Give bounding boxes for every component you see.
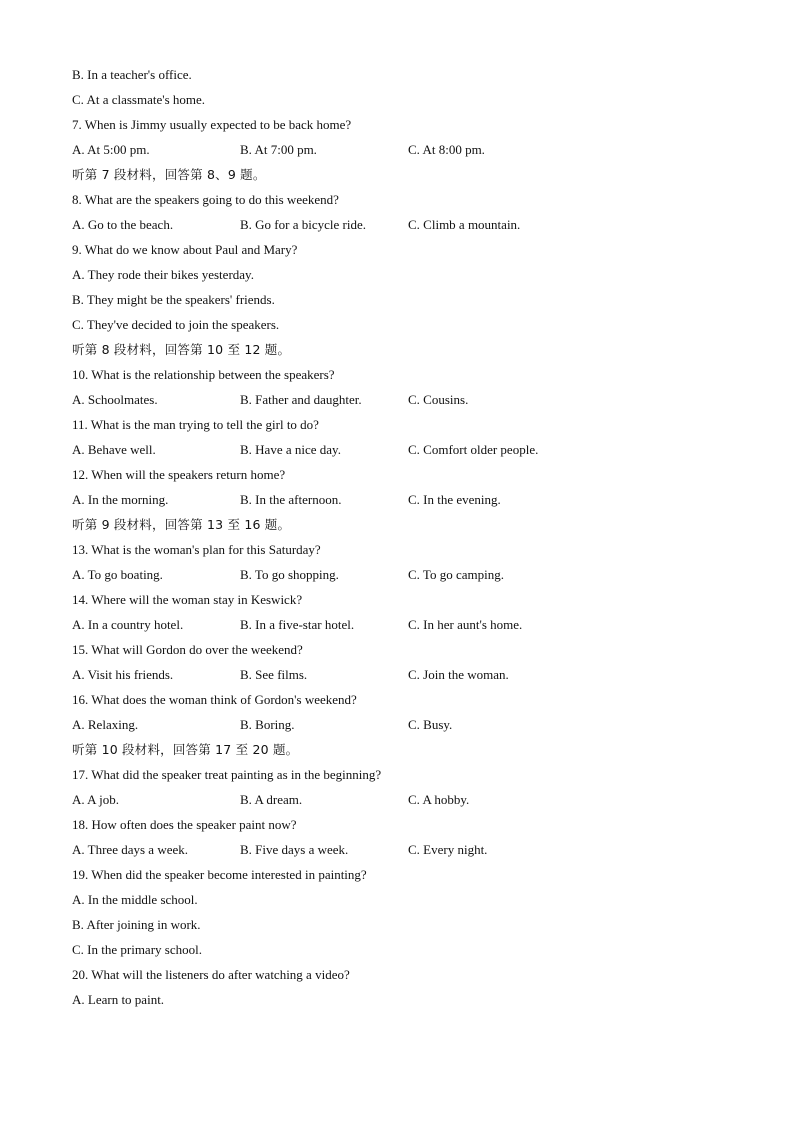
options-row-11 [72, 437, 722, 462]
option-a: A. Schoolmates. [72, 392, 158, 407]
option-c: C. Climb a mountain. [408, 217, 521, 232]
question-13: 13. What is the woman's plan for this Saturday? [72, 542, 321, 557]
option-c: C. Comfort older people. [408, 442, 539, 457]
question-14: 14. Where will the woman stay in Keswick? [72, 592, 303, 607]
options-row-16 [72, 712, 722, 737]
option-c: C. Every night. [408, 842, 488, 857]
option-c: C. In the evening. [408, 492, 501, 507]
option-a: A. Relaxing. [72, 717, 139, 732]
section-heading: 听第 9 段材料，回答第 13 至 16 题。 [72, 517, 291, 532]
answer-option-line: C. At a classmate's home. [72, 92, 206, 107]
option-b: B. In the afternoon. [240, 492, 342, 507]
answer-option-line: C. In the primary school. [72, 942, 202, 957]
options-row-17 [72, 787, 722, 812]
answer-option-line: B. They might be the speakers' friends. [72, 292, 275, 307]
section-heading: 听第 8 段材料，回答第 10 至 12 题。 [72, 342, 291, 357]
options-row-15 [72, 662, 722, 687]
question-16: 16. What does the woman think of Gordon's weekend? [72, 692, 357, 707]
section-heading: 听第 10 段材料，回答第 17 至 20 题。 [72, 742, 299, 757]
question-7: 7. When is Jimmy usually expected to be back home? [72, 117, 352, 132]
option-a: A. A job. [72, 792, 119, 807]
question-19: 19. When did the speaker become interested in painting? [72, 867, 367, 882]
question-15: 15. What will Gordon do over the weekend? [72, 642, 303, 657]
options-row-7 [72, 137, 722, 162]
option-a: A. In the morning. [72, 492, 169, 507]
option-a: A. To go boating. [72, 567, 163, 582]
question-8: 8. What are the speakers going to do this weekend? [72, 192, 339, 207]
options-row-13 [72, 562, 722, 587]
option-a: A. Visit his friends. [72, 667, 174, 682]
question-11: 11. What is the man trying to tell the girl to do? [72, 417, 319, 432]
option-b: B. Father and daughter. [240, 392, 362, 407]
option-a: A. Behave well. [72, 442, 156, 457]
option-c: C. Busy. [408, 717, 453, 732]
option-c: C. Cousins. [408, 392, 469, 407]
option-b: B. To go shopping. [240, 567, 339, 582]
option-b: B. In a five-star hotel. [240, 617, 355, 632]
question-17: 17. What did the speaker treat painting as in the beginning? [72, 767, 382, 782]
question-20: 20. What will the listeners do after watching a video? [72, 967, 350, 982]
answer-option-line: B. After joining in work. [72, 917, 201, 932]
options-row-8 [72, 212, 722, 237]
question-12: 12. When will the speakers return home? [72, 467, 286, 482]
option-c: C. In her aunt's home. [408, 617, 523, 632]
option-b: B. At 7:00 pm. [240, 142, 317, 157]
options-row-18 [72, 837, 722, 862]
option-b: B. Boring. [240, 717, 295, 732]
options-row-12 [72, 487, 722, 512]
option-b: B. Five days a week. [240, 842, 349, 857]
exam-page [72, 62, 722, 1012]
options-row-10 [72, 387, 722, 412]
option-c: C. A hobby. [408, 792, 470, 807]
question-10: 10. What is the relationship between the speakers? [72, 367, 335, 382]
option-a: A. Go to the beach. [72, 217, 174, 232]
answer-option-line: B. In a teacher's office. [72, 67, 192, 82]
option-b: B. Have a nice day. [240, 442, 341, 457]
option-c: C. To go camping. [408, 567, 504, 582]
answer-option-line: A. They rode their bikes yesterday. [72, 267, 254, 282]
option-c: C. Join the woman. [408, 667, 509, 682]
option-c: C. At 8:00 pm. [408, 142, 485, 157]
option-b: B. A dream. [240, 792, 303, 807]
section-heading: 听第 7 段材料，回答第 8、9 题。 [72, 167, 266, 182]
answer-option-line: C. They've decided to join the speakers. [72, 317, 280, 332]
answer-option-line: A. In the middle school. [72, 892, 198, 907]
options-row-14 [72, 612, 722, 637]
answer-option-line: A. Learn to paint. [72, 992, 165, 1007]
question-18: 18. How often does the speaker paint now? [72, 817, 297, 832]
option-b: B. See films. [240, 667, 308, 682]
question-9: 9. What do we know about Paul and Mary? [72, 242, 298, 257]
option-b: B. Go for a bicycle ride. [240, 217, 366, 232]
option-a: A. In a country hotel. [72, 617, 184, 632]
option-a: A. At 5:00 pm. [72, 142, 150, 157]
option-a: A. Three days a week. [72, 842, 188, 857]
